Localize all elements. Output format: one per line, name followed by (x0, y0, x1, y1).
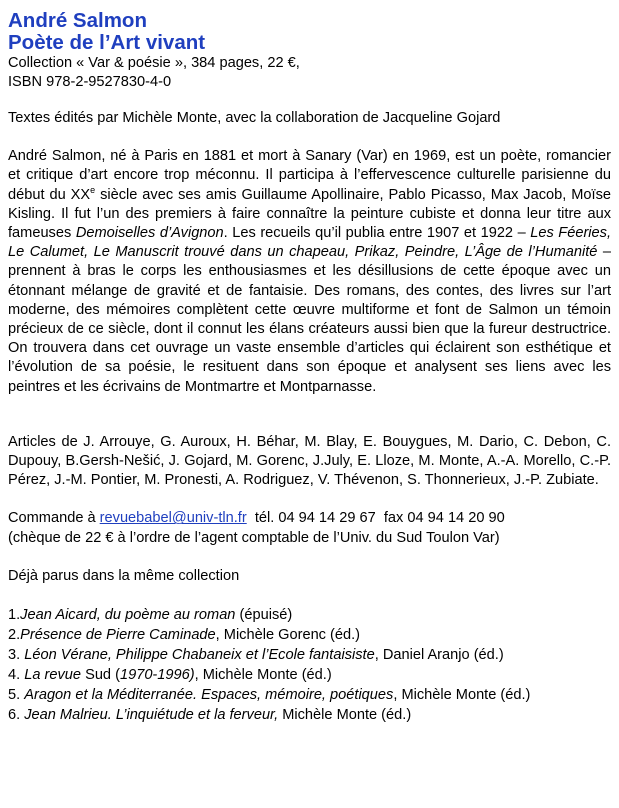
list-item: 2.Présence de Pierre Caminade, Michèle Gorenc (éd.) (8, 627, 361, 644)
collection-line: Collection « Var & poésie », 384 pages, 22 €, (8, 55, 300, 71)
list-item: 5. Aragon et la Méditerranée. Espaces, mémoire, poétiques, Michèle Monte (éd.) (8, 687, 531, 704)
cheque-line: (chèque de 22 € à l’ordre de l’agent comptable de l’Univ. du Sud Toulon Var) (8, 529, 500, 546)
list-item: 4. La revue Sud (1970-1996), Michèle Monte (éd.) (8, 667, 332, 684)
order-email-link[interactable]: revuebabel@univ-tln.fr (99, 510, 247, 527)
book-notice (8, 10, 611, 725)
collection-list (8, 605, 611, 725)
description-italic-1: Demoiselles d’Avignon (75, 225, 224, 242)
list-item-title: Léon Vérane, Philippe Chabaneix et l’Ecole fantaisiste (24, 647, 375, 664)
book-title: Poète de l’Art vivant (8, 31, 206, 54)
editors-line: Textes édités par Michèle Monte, avec la collaboration de Jacqueline Gojard (8, 110, 501, 126)
description-text-1: André Salmon, né à Paris en 1881 et mort à Sanary (Var) en 1969, est un poète, romancier et critique d’art encore trop méconnu. Il participa à l’effervescence culturelle parisienne du début du XX (8, 148, 611, 203)
list-item-title: Jean Aicard, du poème au roman (20, 607, 236, 624)
description-italic-2: Les Féeries, Le Calumet, Le Manuscrit trouvé dans un chapeau, Prikaz, Peindre, L’Âge de l’Humanité (8, 225, 612, 261)
list-item-title: Présence de Pierre Caminade (20, 627, 216, 644)
order-line (8, 509, 611, 528)
isbn: ISBN 978-2-9527830-4-0 (8, 74, 172, 90)
order-phones: tél. 04 94 14 29 67 fax 04 94 14 20 90 (246, 510, 505, 527)
list-item-title: Aragon et la Méditerranée. Espaces, mémoire, poétiques (24, 687, 394, 704)
description-paragraph (8, 147, 611, 397)
description-text-4: – prennent à bras le corps les enthousiasmes et les désillusions de cette époque avec un étonnant mélange de gravité et de fantaisie. Des romans, des contes, des livres sur l’art moderne, des mémoires complètent cette œuvre multiforme et font de Salmon un témoin précieux de ce siècle, dont il connut les élans créateurs aussi bien que la fureur destructrice. On trouvera dans cet ouvrage un vaste ensemble d’articles qui éclairent son esthétique et l’évolution de sa poésie, le resituent dans son époque et analysent ses liens avec les peintres et les écrivains de Montmartre et Montparnasse. (8, 244, 612, 395)
list-item: 3. Léon Vérane, Philippe Chabaneix et l’Ecole fantaisiste, Daniel Aranjo (éd.) (8, 647, 504, 664)
description-text-3: . Les recueils qu’il publia entre 1907 et 1922 – (223, 225, 531, 242)
list-item: 1.Jean Aicard, du poème au roman (épuisé) (8, 607, 293, 624)
list-item: 6. Jean Malrieu. L’inquiétude et la ferveur, Michèle Monte (éd.) (8, 707, 412, 724)
century-superscript: e (90, 184, 96, 195)
description-text-2: siècle avec ses amis Guillaume Apollinaire, Pablo Picasso, Max Jacob, Moïse Kisling. Il fut l’un des premiers à faire connaître la peinture cubiste et donna leur titre aux fameuses (8, 186, 611, 242)
contributors-paragraph: Articles de J. Arrouye, G. Auroux, H. Béhar, M. Blay, E. Bouygues, M. Dario, C. Debon, C. Dupouy, B.Gersh-Nešić, J. Gojard, M. Gorenc, J.July, E. Lloze, M. Monte, A.-A. Morello, C.-P. Pérez, J.-M. Pontier, M. Pronesti, A. Rodriguez, V. Thévenon, S. Thonnerieux, J.-P. Zubiate. (8, 433, 611, 489)
list-item-title: Jean Malrieu. L’inquiétude et la ferveur, (24, 707, 279, 724)
list-item-title: La revue (24, 667, 82, 684)
list-item-title-2: 1970-1996) (119, 667, 195, 684)
collection-heading: Déjà parus dans la même collection (8, 567, 240, 584)
order-prefix: Commande à (8, 510, 100, 527)
author-name: André Salmon (8, 9, 147, 32)
